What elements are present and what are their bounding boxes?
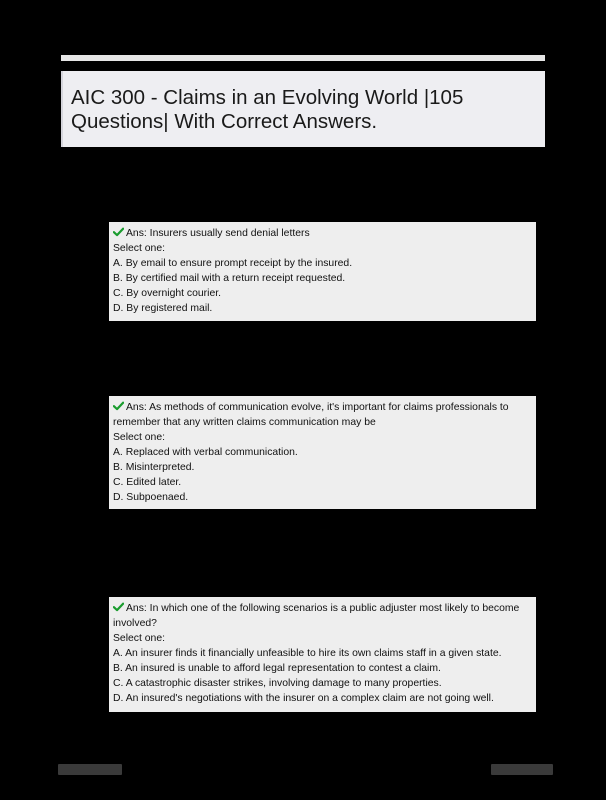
question-card: [109, 597, 536, 712]
question-stem-row: [113, 601, 532, 631]
answer-option: C. Edited later.: [113, 477, 182, 488]
question-card: [109, 396, 536, 509]
select-prompt: Select one:: [113, 243, 165, 254]
answer-option: D. An insured's negotiations with the insurer on a complex claim are not going well.: [113, 693, 494, 704]
select-prompt: Select one:: [113, 633, 165, 644]
answer-option: C. A catastrophic disaster strikes, involving damage to many properties.: [113, 678, 442, 689]
header-rule: [61, 55, 545, 61]
question-stem: Ans: In which one of the following scenarios is a public adjuster most likely to become involved?: [113, 603, 520, 629]
answer-option: D. Subpoenaed.: [113, 492, 189, 503]
answer-option: C. By overnight courier.: [113, 288, 221, 299]
check-icon: [113, 602, 124, 612]
select-prompt: Select one:: [113, 432, 165, 443]
answer-option: B. Misinterpreted.: [113, 462, 195, 473]
answer-option: B. An insured is unable to afford legal representation to contest a claim.: [113, 663, 441, 674]
answer-option: A. By email to ensure prompt receipt by the insured.: [113, 258, 353, 269]
check-icon: [113, 401, 124, 411]
answer-option: B. By certified mail with a return receipt requested.: [113, 273, 346, 284]
question-card: [109, 222, 536, 321]
check-icon: [113, 227, 124, 237]
question-stem: Ans: As methods of communication evolve, it's important for claims professionals to remember that any written claims communication may be: [113, 402, 509, 428]
footer-watermark-left: [58, 764, 122, 775]
question-stem-row: [113, 400, 532, 430]
question-stem-row: [113, 226, 532, 241]
answer-option: D. By registered mail.: [113, 303, 213, 314]
document-title: AIC 300 - Claims in an Evolving World |105 Questions| With Correct Answers.: [71, 86, 464, 133]
title-box: [61, 71, 545, 147]
footer-watermark-right: [491, 764, 553, 775]
answer-option: A. An insurer finds it financially unfeasible to hire its own claims staff in a given state.: [113, 648, 502, 659]
question-stem: Ans: Insurers usually send denial letters: [126, 228, 310, 239]
answer-option: A. Replaced with verbal communication.: [113, 447, 298, 458]
